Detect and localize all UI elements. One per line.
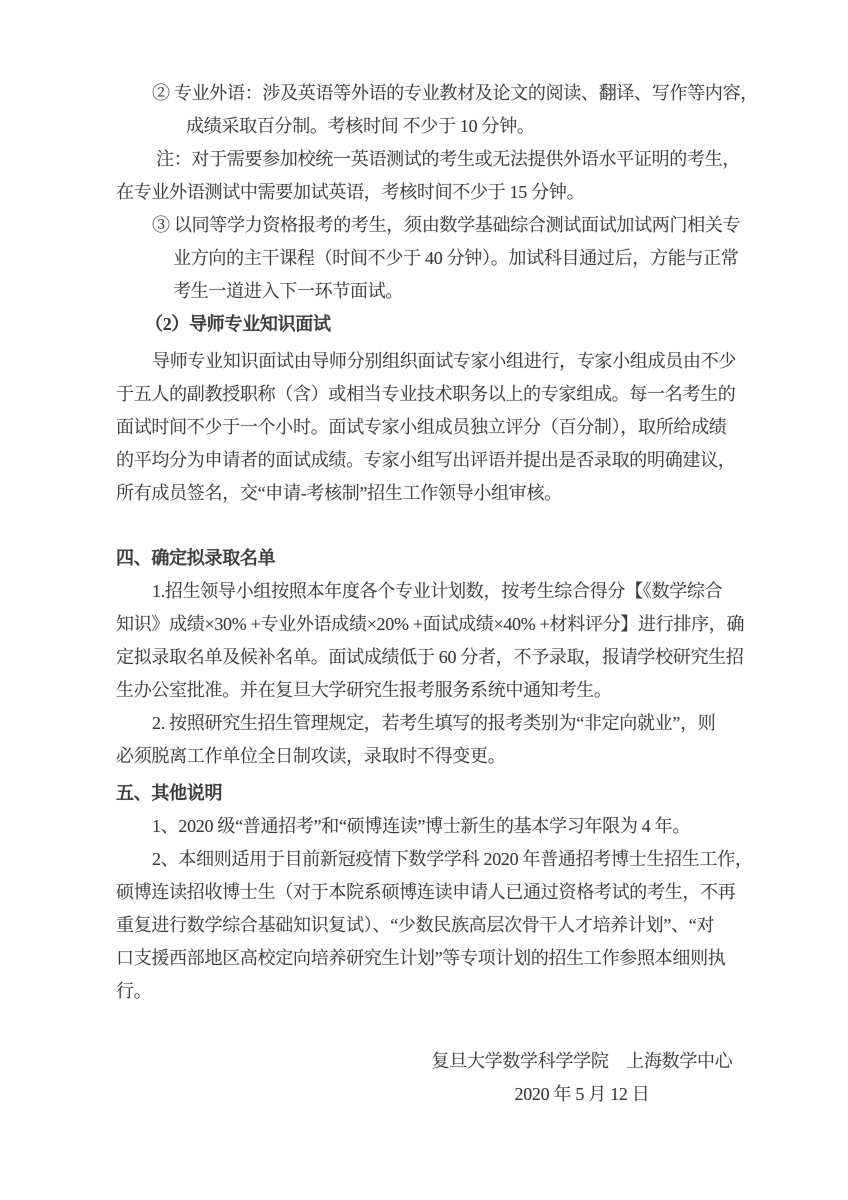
sec4-para-2 <box>116 707 768 773</box>
text-line: 的平均分为申请者的面试成绩。专家小组写出评语并提出是否录取的明确建议， <box>116 450 736 470</box>
text-line: 1.招生领导小组按照本年度各个专业计划数，按考生综合得分【《数学综合 <box>152 581 723 601</box>
text-line: 导师专业知识面试由导师分别组织面试专家小组进行，专家小组成员由不少 <box>152 351 737 371</box>
heading-section-5 <box>116 777 768 810</box>
sec4-para-1 <box>116 575 768 707</box>
text-line: 在专业外语测试中需要加试英语，考核时间不少于 15 分钟。 <box>116 182 585 202</box>
text-line: 业方向的主干课程（时间不少于 40 分钟）。加试科目通过后，方能与正常 <box>173 248 739 268</box>
text-line: 知识》成绩×30% +专业外语成绩×20% +面试成绩×40% +材料评分】进行排序，确 <box>116 614 745 634</box>
text-line: 口支援西部地区高校定向培养研究生计划”等专项计划的招生工作参照本细则执 <box>116 948 726 968</box>
date-line: 2020 年 5 月 12 日 <box>514 1084 650 1104</box>
text-line: 生办公室批准。并在复旦大学研究生报考服务系统中通知考生。 <box>116 680 612 700</box>
text-line: 2. 按照研究生招生管理规定，若考生填写的报考类别为“非定向就业”，则 <box>152 713 716 733</box>
para-mentor-interview <box>116 345 768 510</box>
item-equivalent-qualification <box>116 209 768 308</box>
text-line: 硕博连读招收博士生（对于本院系硕博连读申请人已通过资格考试的考生，不再 <box>116 882 736 902</box>
text-line: 行。 <box>116 981 152 1001</box>
text-line: 于五人的副教授职称（含）或相当专业技术职务以上的专家组成。每一名考生的 <box>116 384 736 404</box>
text-line: 成绩采取百分制。考核时间 不少于 10 分钟。 <box>186 116 535 136</box>
signature-line: 复旦大学数学科学学院 上海数学中心 <box>431 1051 733 1071</box>
note-english-test <box>116 143 768 209</box>
section-heading-text: 四、确定拟录取名单 <box>116 548 276 568</box>
text-line: ② 专业外语：涉及英语等外语的专业教材及论文的阅读、翻译、写作等内容， <box>152 83 758 103</box>
text-line: 2、本细则适用于目前新冠疫情下数学学科 2020 年普通招考博士生招生工作， <box>152 849 753 869</box>
text-line: 所有成员签名，交“申请-考核制”招生工作领导小组审核。 <box>116 483 562 503</box>
text-line: 注：对于需要参加校统一英语测试的考生或无法提供外语水平证明的考生， <box>156 149 741 169</box>
text-line: 重复进行数学综合基础知识复试）、“少数民族高层次骨干人才培养计划”、“对 <box>116 915 715 935</box>
text-line: 1、2020 级“普通招考”和“硕博连读”博士新生的基本学习年限为 4 年。 <box>152 816 691 836</box>
section-heading-text: 五、其他说明 <box>116 783 223 803</box>
subheading-mentor-interview <box>116 308 768 341</box>
heading-section-4 <box>116 542 768 575</box>
text-line: ③ 以同等学力资格报考的考生，须由数学基础综合测试面试加试两门相关专 <box>152 215 741 235</box>
sec5-para-1 <box>116 810 768 843</box>
text-line: 必须脱离工作单位全日制攻读，录取时不得变更。 <box>116 746 506 766</box>
item-foreign-language <box>116 77 768 143</box>
sec5-para-2 <box>116 843 768 1008</box>
closing-block <box>116 1045 768 1111</box>
text-line: 考生一道进入下一环节面试。 <box>173 281 404 301</box>
subheading-text: （2）导师专业知识面试 <box>145 314 331 334</box>
text-line: 面试时间不少于一个小时。面试专家小组成员独立评分（百分制），取所给成绩 <box>116 417 727 437</box>
text-line: 定拟录取名单及候补名单。面试成绩低于 60 分者，不予录取，报请学校研究生招 <box>116 647 744 667</box>
